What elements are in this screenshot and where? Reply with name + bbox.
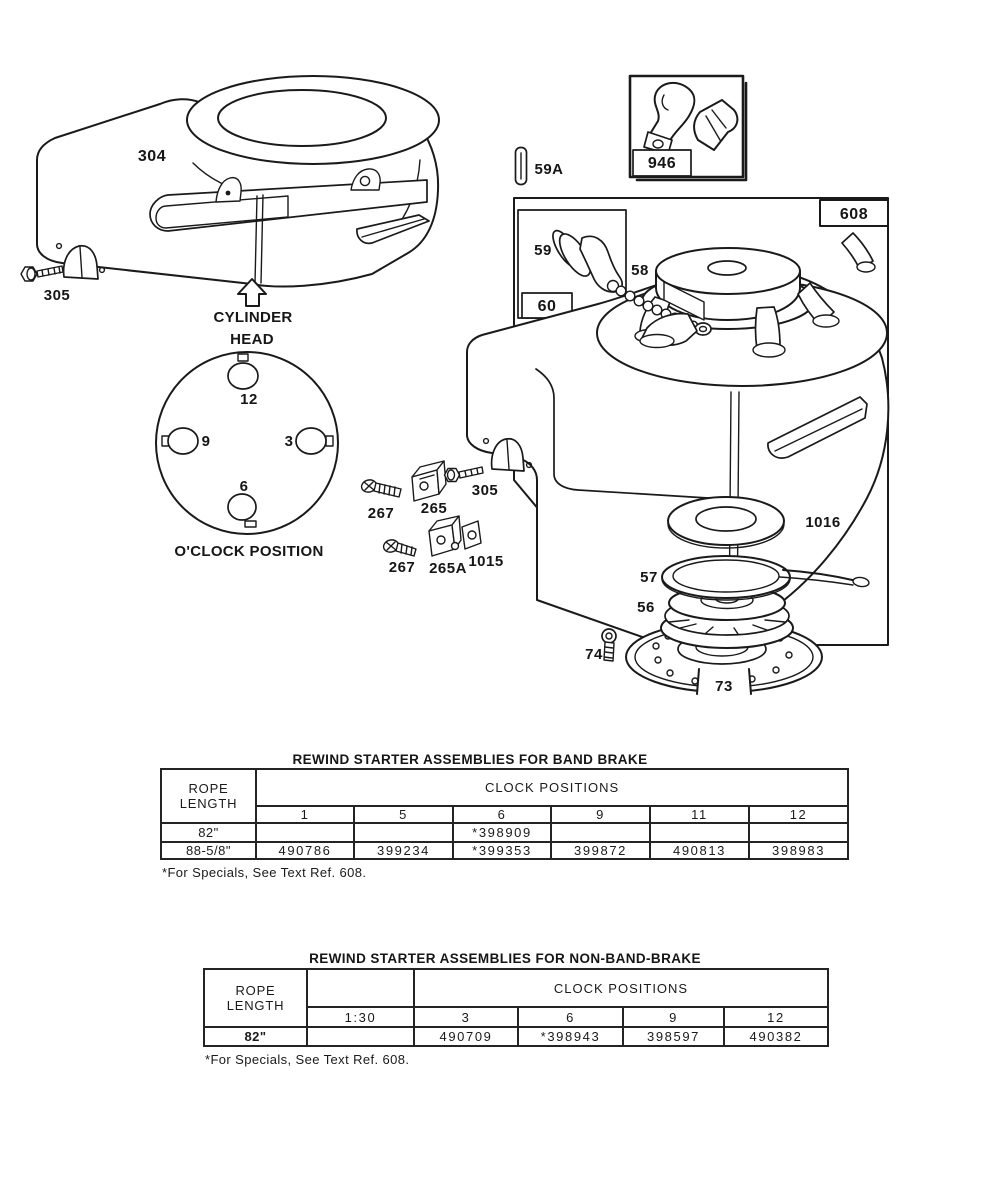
dial-label-6: 6 — [239, 478, 249, 495]
starter-handle-59-icon — [548, 227, 622, 292]
cylinder-head-caption-line2: HEAD — [230, 331, 274, 348]
rewind-spring-57-icon — [662, 556, 870, 600]
part-number-cell: 399234 — [354, 842, 453, 859]
dial-label-12: 12 — [240, 391, 258, 408]
rope-length-cell: 82" — [204, 1027, 307, 1046]
position-header: 3 — [414, 1007, 518, 1027]
plate-1015-icon — [462, 521, 481, 549]
rope-length-header-line2: LENGTH — [179, 796, 238, 811]
part-label-267a: 267 — [367, 505, 395, 522]
part-number-cell — [650, 823, 749, 842]
band-brake-table — [160, 768, 849, 860]
part-number-cell: 398983 — [749, 842, 848, 859]
clock-position-dial — [156, 352, 338, 534]
position-header: 12 — [724, 1007, 828, 1027]
rope-length-header — [204, 969, 307, 1027]
part-label-946: 946 — [647, 155, 677, 172]
position-header: 9 — [551, 806, 650, 823]
part-label-73: 73 — [715, 678, 733, 695]
part-number-cell — [551, 823, 650, 842]
dial-label-9: 9 — [201, 433, 211, 450]
part-label-304: 304 — [137, 148, 167, 165]
part-label-57: 57 — [640, 569, 658, 586]
position-header: 1 — [256, 806, 354, 823]
part-label-265a: 265A — [429, 560, 467, 577]
position-header: 12 — [749, 806, 848, 823]
position-header: 5 — [354, 806, 453, 823]
rope-length-header-line1: ROPE — [188, 781, 229, 796]
part-label-59a: 59A — [534, 161, 564, 178]
part-number-cell: 490382 — [724, 1027, 828, 1046]
dial-label-3: 3 — [284, 433, 294, 450]
part-number-cell — [307, 1027, 414, 1046]
clock-positions-header: CLOCK POSITIONS — [256, 769, 848, 806]
rope-length-header — [161, 769, 256, 823]
table-row — [161, 842, 848, 859]
position-header: 9 — [623, 1007, 724, 1027]
table-row — [161, 823, 848, 842]
part-number-cell — [256, 823, 354, 842]
position-header: 11 — [650, 806, 749, 823]
non-band-brake-footnote: *For Specials, See Text Ref. 608. — [205, 1052, 410, 1067]
part-number-cell — [749, 823, 848, 842]
part-number-cell: 490709 — [414, 1027, 518, 1046]
oclock-position-caption: O'CLOCK POSITION — [174, 543, 324, 560]
part-label-305-left: 305 — [43, 287, 71, 304]
cylinder-head-caption-line1: CYLINDER — [213, 309, 293, 326]
clock-positions-header: CLOCK POSITIONS — [414, 969, 828, 1007]
part-number-cell: 490813 — [650, 842, 749, 859]
part-number-cell: 490786 — [256, 842, 354, 859]
part-label-58: 58 — [631, 262, 649, 279]
non-band-brake-table-title: REWIND STARTER ASSEMBLIES FOR NON-BAND-BRAKE — [309, 951, 701, 966]
rope-length-header-line2: LENGTH — [226, 998, 285, 1013]
position-header: 1:30 — [307, 1007, 414, 1027]
part-label-56: 56 — [637, 599, 655, 616]
left-housing-304 — [37, 76, 439, 287]
position-header: 6 — [453, 806, 551, 823]
empty-header-cell — [307, 969, 414, 1007]
rope-guide-265a-icon — [429, 516, 461, 556]
part-number-cell: *399353 — [453, 842, 551, 859]
rope-59a-icon — [516, 148, 527, 185]
rope-length-header-line1: ROPE — [235, 983, 276, 998]
part-label-608: 608 — [839, 206, 869, 223]
part-label-74: 74 — [585, 646, 603, 663]
part-number-cell: *398909 — [453, 823, 551, 842]
band-brake-footnote: *For Specials, See Text Ref. 608. — [162, 865, 367, 880]
screw-74-icon — [602, 629, 616, 661]
part-number-cell: 398597 — [623, 1027, 724, 1046]
rope-guide-265-icon — [412, 461, 446, 501]
part-number-cell: *398943 — [518, 1027, 623, 1046]
screw-267a-icon — [360, 478, 401, 497]
bolt-305-left-icon — [21, 266, 63, 281]
rope-length-cell: 82" — [161, 823, 256, 842]
screw-267b-icon — [382, 538, 416, 556]
part-label-1015: 1015 — [468, 553, 504, 570]
bolt-305-right-icon — [445, 467, 484, 482]
part-label-305-right: 305 — [471, 482, 499, 499]
part-number-cell: 399872 — [551, 842, 650, 859]
part-label-1016: 1016 — [805, 514, 841, 531]
band-brake-table-title: REWIND STARTER ASSEMBLIES FOR BAND BRAKE — [292, 752, 648, 767]
table-row — [204, 1027, 828, 1046]
part-label-267b: 267 — [388, 559, 416, 576]
part-number-cell — [354, 823, 453, 842]
position-header: 6 — [518, 1007, 623, 1027]
part-label-59: 59 — [534, 242, 552, 259]
part-label-265: 265 — [420, 500, 448, 517]
part-label-60: 60 — [537, 298, 557, 315]
non-band-brake-table — [203, 968, 829, 1047]
rope-length-cell: 88-5/8" — [161, 842, 256, 859]
